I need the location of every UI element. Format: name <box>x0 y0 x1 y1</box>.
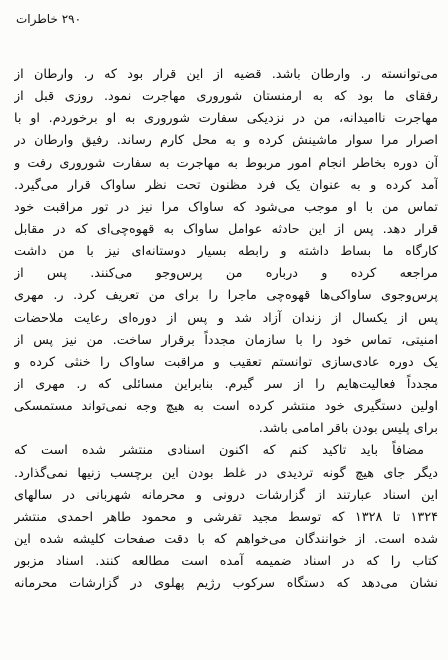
text-line: مجدداً فعالیت‌هایم را از سر گیرم. بنابراین مسائلی که ر. مهری از <box>14 376 438 392</box>
text-line: برای پلیس بودن باقر امامی باشد. <box>258 421 438 437</box>
text-line: اصرار مرا سوار ماشینش کرده و به محل کارم رساند. رفیق وارطان در <box>14 133 438 149</box>
text-line: مهاجرت ناامیدانه، من در نزدیکی سفارت شوروری به او برخوردم. او با <box>14 111 438 127</box>
text-line: نشان می‌دهد که دستگاه سرکوب رژیم پهلوی در گزارشات محرمانه <box>14 576 438 592</box>
text-line: مضافاً باید تاکید کنم که اکنون اسنادی منتشر شده است که <box>14 443 424 459</box>
text-line: امنیتی، تماس خود را با سازمان مجدداً برقرار ساخت. من نیز پس از <box>14 332 438 348</box>
text-line: قرار دهد. پس از این حادثه عوامل ساواک به قهوه‌چی‌ای که در مقابل <box>14 221 438 237</box>
text-line: پرس‌وجوی ساواکی‌ها قهوه‌چی ماجرا را برای من تعریف کرد. ر. مهری <box>14 288 438 304</box>
text-line: یک دوره عادی‌سازی توانستم تعقیب و مراقبت ساواک را خنثی کرده و <box>14 354 438 370</box>
text-line: کتاب را که در اسناد ضمیمه آمده است مطالعه کنند. اسناد مزبور <box>14 554 438 570</box>
text-line: این اسناد عبارتند از گزارشات درونی و محرمانه شهربانی در سالهای <box>14 487 438 503</box>
text-line: آمد کرده و به عنوان یک فرد مظنون تحت نظر ساواک قرار می‌گیرد. <box>14 177 438 193</box>
text-line: رفقای ما بود که به ارمنستان شوروری مهاجرت نمود. روزی قبل از <box>14 89 438 105</box>
text-line: می‌توانسته ر. وارطان باشد. قضیه از این قرار بود که ر. وارطان از <box>14 67 438 82</box>
running-header: ۲۹۰ خاطرات <box>16 12 82 26</box>
text-line: مراجعه کرده و درباره من پرس‌وجو می‌کنند. پس از <box>14 266 438 282</box>
text-line: شده است. از خوانندگان می‌خواهم که با دقت صفحات کلیشه شده این <box>14 531 438 547</box>
text-line: پس از یکسال از زندان آزاد شد و پس از دوره‌ای رعایت ملاحضات <box>14 310 438 326</box>
text-line: آن دوره بخاطر انجام امور مربوط به مهاجرت به سفارت شوروری رفت و <box>14 155 438 171</box>
body-text <box>14 64 438 595</box>
text-line: ۱۳۲۴ تا ۱۳۲۸ که توسط مجید تفرشی و محمود طاهر احمدی منتشر <box>14 509 438 525</box>
text-line: اولین دستگیری خود منتشر کرده است به هیچ وجه نمی‌تواند مستمسکی <box>14 399 438 415</box>
text-line: دیگر جای هیچ گونه تردیدی در غلط بودن این برچسب زنیها نمی‌گذارد. <box>14 465 438 481</box>
text-line: کارگاه ما بساط داشته و رابطه بسیار دوستانه‌ای نیز با من داشت <box>14 244 438 260</box>
text-line: تماس من با او موجب می‌شود که ساواک مرا نیز در تور مراقبت خود <box>14 199 438 215</box>
